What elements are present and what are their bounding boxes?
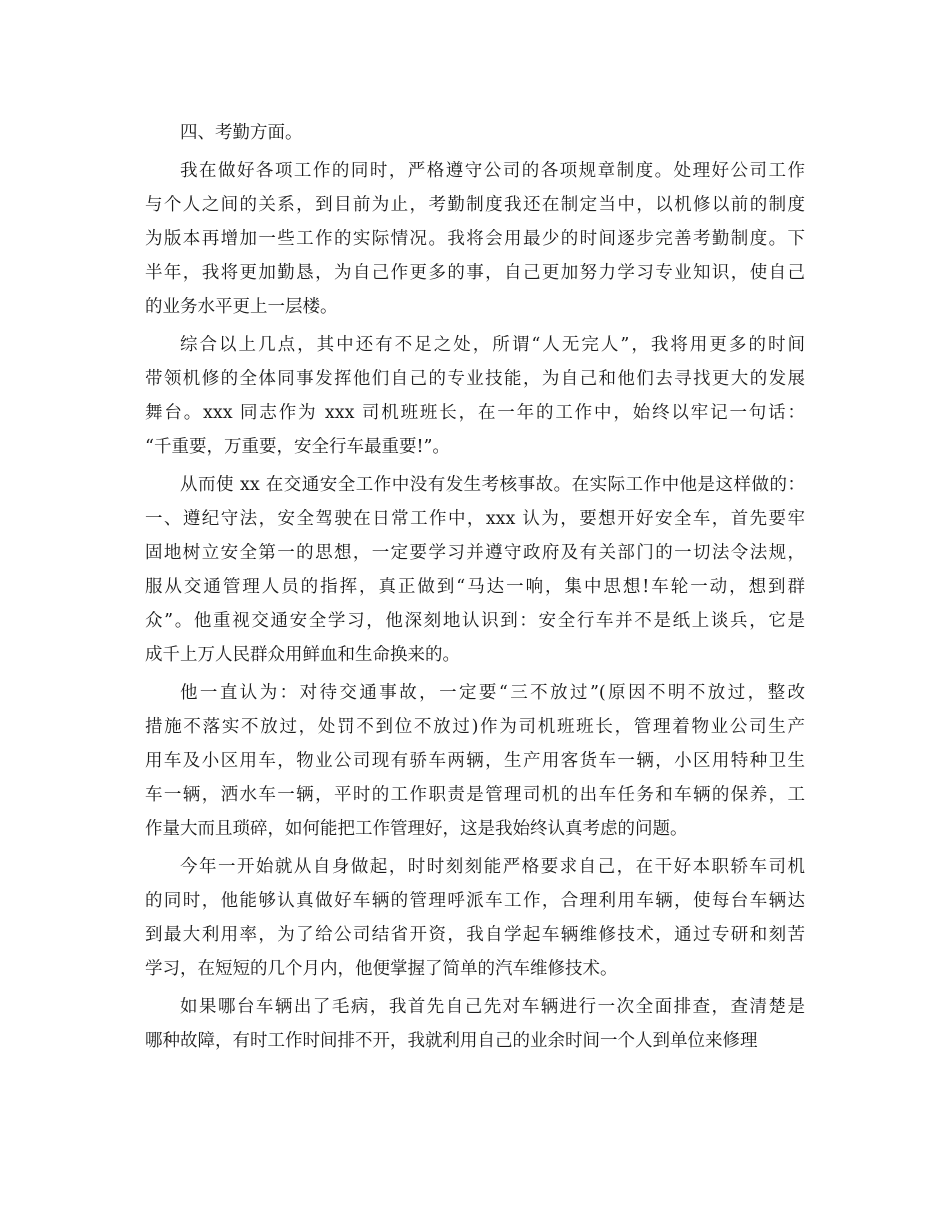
text-line: 作量大而且琐碎，如何能把工作管理好，这是我始终认真考虑的问题。	[145, 819, 688, 839]
text-line: 四、考勤方面。	[180, 123, 303, 143]
text-line: “千重要，万重要，安全行车最重要!”。	[145, 437, 450, 457]
text-line: 学习，在短短的几个月内，他便掌握了简单的汽车维修技术。	[145, 959, 618, 979]
text-line: 措施不落实不放过，处罚不到位不放过)作为司机班班长，管理着物业公司生产	[145, 717, 805, 737]
text-line: 的同时，他能够认真做好车辆的管理呼派车工作，合理利用车辆，使每台车辆达	[145, 891, 805, 911]
text-line: 为版本再增加一些工作的实际情况。我将会用最少的时间逐步完善考勤制度。下	[145, 229, 805, 249]
paragraph	[145, 154, 805, 324]
text-line: 我在做好各项工作的同时，严格遵守公司的各项规章制度。处理好公司工作	[180, 161, 805, 181]
paragraph	[145, 990, 805, 1058]
paragraph	[145, 676, 805, 846]
text-line: 固地树立安全第一的思想，一定要学习并遵守政府及有关部门的一切法令法规，	[145, 543, 805, 563]
paragraph	[145, 328, 805, 464]
text-line: 成千上万人民群众用鲜血和生命换来的。	[145, 645, 460, 665]
text-line: 带领机修的全体同事发挥他们自己的专业技能，为自己和他们去寻找更大的发展	[145, 369, 805, 389]
text-line: 如果哪台车辆出了毛病，我首先自己先对车辆进行一次全面排查，查清楚是	[180, 997, 805, 1017]
text-line: 半年，我将更加勤恳，为自己作更多的事，自己更加努力学习专业知识，使自己	[145, 263, 805, 283]
text-line: 用车及小区用车，物业公司现有骄车两辆，生产用客货车一辆，小区用特种卫生	[145, 751, 805, 771]
text-line: 舞台。xxx 同志作为 xxx 司机班班长，在一年的工作中，始终以牢记一句话：	[145, 403, 805, 423]
text-line: 到最大利用率，为了给公司结省开资，我自学起车辆维修技术，通过专研和刻苦	[145, 925, 805, 945]
paragraph	[145, 850, 805, 986]
text-line: 服从交通管理人员的指挥，真正做到“马达一响，集中思想!车轮一动，想到群	[145, 577, 805, 597]
text-line: 一、遵纪守法，安全驾驶在日常工作中，xxx 认为，要想开好安全车，首先要牢	[145, 509, 805, 529]
document-body	[145, 116, 805, 1058]
text-line: 众”。他重视交通安全学习，他深刻地认识到：安全行车并不是纸上谈兵，它是	[145, 611, 805, 631]
text-line: 从而使 xx 在交通安全工作中没有发生考核事故。在实际工作中他是这样做的：	[180, 475, 805, 495]
text-line: 车一辆，洒水车一辆，平时的工作职责是管理司机的出车任务和车辆的保养，工	[145, 785, 805, 805]
paragraph	[145, 116, 805, 150]
text-line: 综合以上几点，其中还有不足之处，所谓“人无完人”，我将用更多的时间	[180, 335, 805, 355]
text-line: 的业务水平更上一层楼。	[145, 297, 338, 317]
text-line: 哪种故障，有时工作时间排不开，我就利用自己的业余时间一个人到单位来修理	[145, 1031, 758, 1051]
text-line: 他一直认为：对待交通事故，一定要“三不放过”(原因不明不放过，整改	[180, 683, 805, 703]
paragraph	[145, 468, 805, 672]
text-line: 今年一开始就从自身做起，时时刻刻能严格要求自己，在干好本职轿车司机	[180, 857, 805, 877]
text-line: 与个人之间的关系，到目前为止，考勤制度我还在制定当中，以机修以前的制度	[145, 195, 805, 215]
